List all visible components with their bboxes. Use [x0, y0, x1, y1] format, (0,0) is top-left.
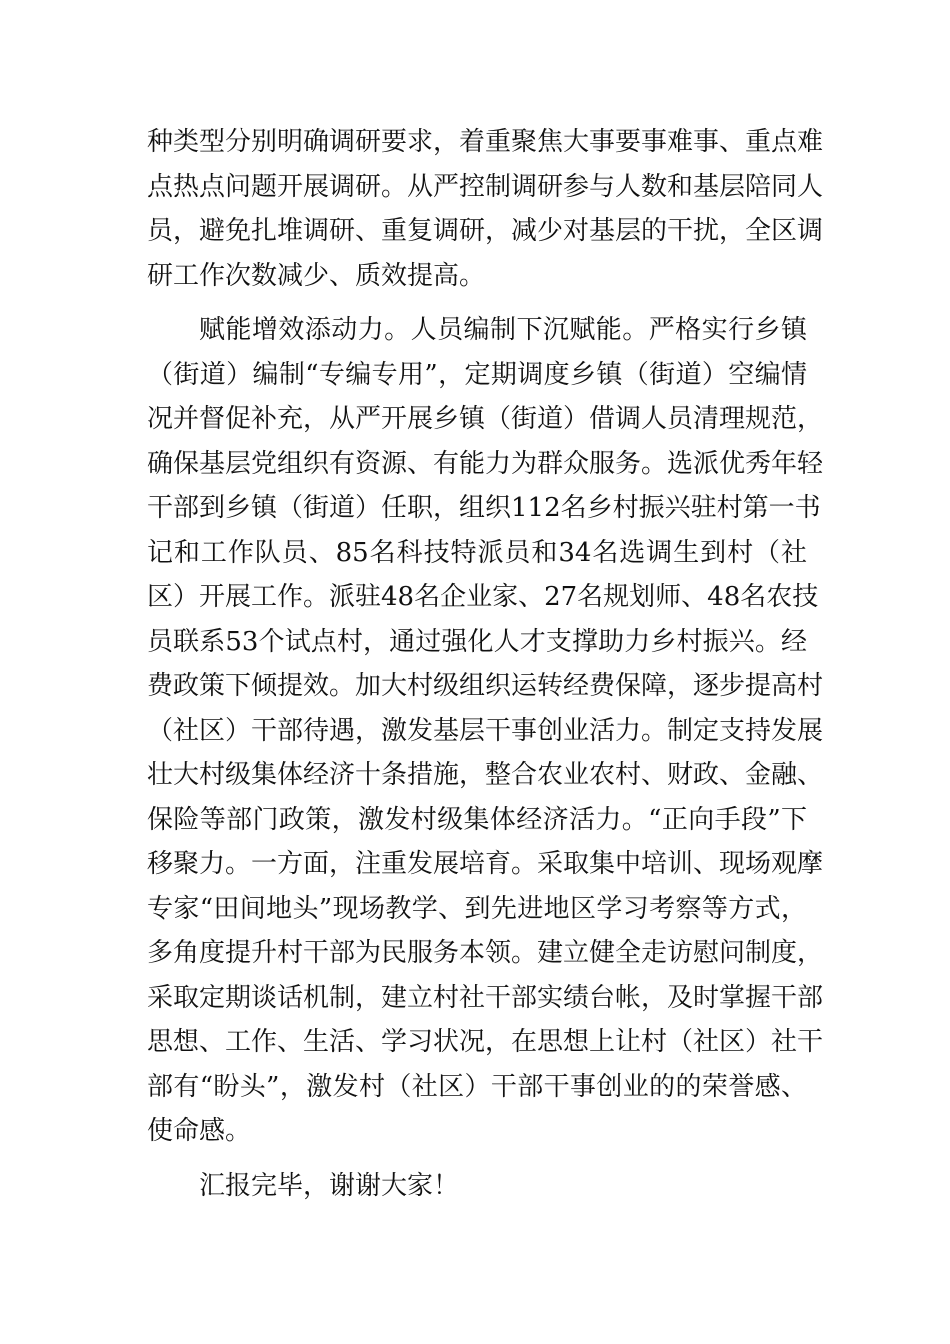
text-line: 多角度提升村干部为民服务本领。建立健全走访慰问制度， [147, 938, 824, 968]
text-line: 移聚力。一方面，注重发展培育。采取集中培训、现场观摩 [147, 849, 824, 879]
paragraph-p2 [147, 308, 824, 1154]
text-line: 壮大村级集体经济十条措施，整合农业农村、财政、金融、 [147, 760, 824, 790]
text-line: 况并督促补充，从严开展乡镇（街道）借调人员清理规范， [147, 404, 824, 434]
text-line: 保险等部门政策，激发村级集体经济活力。“正向手段”下 [147, 804, 807, 835]
text-line: 研工作次数减少、质效提高。 [147, 260, 486, 291]
text-line: 种类型分别明确调研要求，着重聚焦大事要事难事、重点难 [147, 127, 824, 157]
text-line: 思想、工作、生活、学习状况，在思想上让村（社区）社干 [147, 1027, 824, 1057]
text-line: 赋能增效添动力。人员编制下沉赋能。严格实行乡镇 [199, 315, 807, 345]
text-line: 点热点问题开展调研。从严控制调研参与人数和基层陪同人 [147, 171, 824, 202]
text-line: 部有“盼头”，激发村（社区）干部干事创业的的荣誉感、 [147, 1071, 807, 1102]
text-line: 费政策下倾提效。加大村级组织运转经费保障，逐步提高村 [147, 671, 824, 701]
text-line: 采取定期谈话机制，建立村社干部实绩台帐，及时掌握干部 [147, 982, 824, 1013]
text-line: 记和工作队员、85名科技特派员和34名选调生到村（社 [147, 537, 807, 568]
text-line: 干部到乡镇（街道）任职，组织112名乡村振兴驻村第一书 [147, 493, 821, 523]
text-line: 区）开展工作。派驻48名企业家、27名规划师、48名农技 [147, 582, 819, 612]
paragraph-p1 [147, 120, 824, 298]
paragraph-p3 [147, 1164, 807, 1209]
text-line: 使命感。 [147, 1116, 252, 1146]
paragraph-gap [147, 298, 807, 308]
text-line: 专家“田间地头”现场教学、到先进地区学习考察等方式， [147, 893, 807, 924]
document-body [147, 120, 824, 1208]
text-line: （社区）干部待遇，激发基层干事创业活力。制定支持发展 [147, 715, 824, 746]
paragraph-gap [147, 1154, 807, 1164]
text-line: 汇报完毕，谢谢大家！ [199, 1170, 460, 1201]
text-line: 确保基层党组织有资源、有能力为群众服务。选派优秀年轻 [147, 448, 824, 479]
text-line: 员，避免扎堆调研、重复调研，减少对基层的干扰，全区调 [147, 216, 824, 246]
text-line: （街道）编制“专编专用”，定期调度乡镇（街道）空编情 [147, 359, 807, 390]
text-line: 员联系53个试点村，通过强化人才支撑助力乡村振兴。经 [147, 626, 807, 657]
